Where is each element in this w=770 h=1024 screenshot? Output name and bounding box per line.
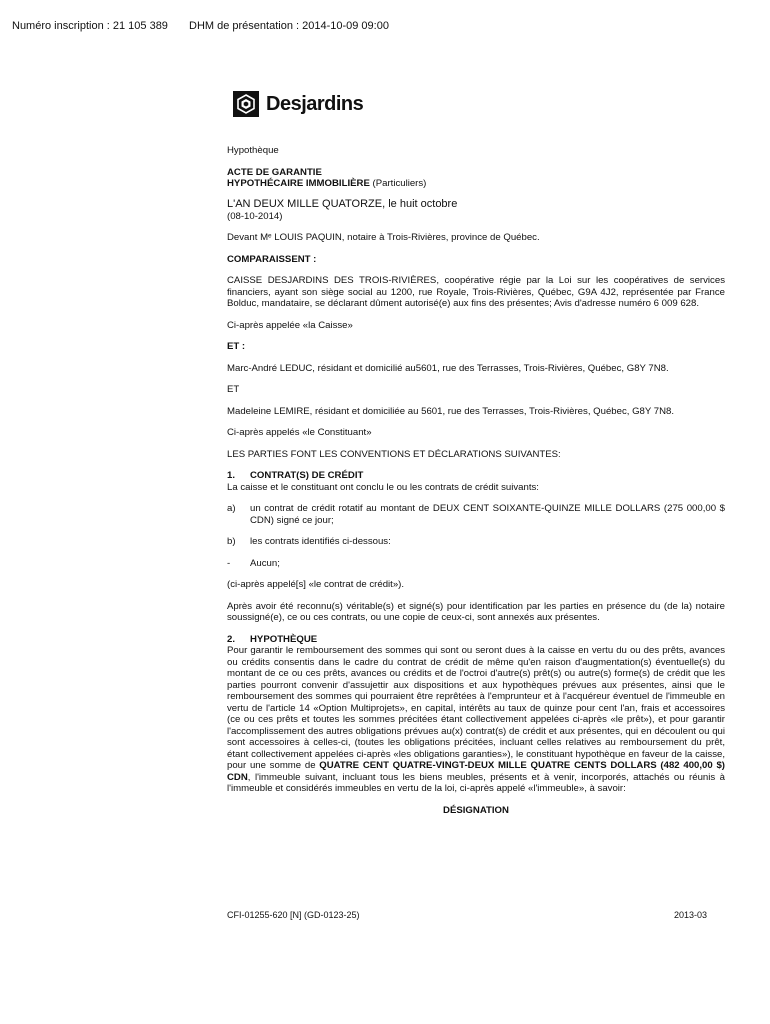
document-type: Hypothèque [227,145,279,156]
credit-item-a: a) un contrat de crédit rotatif au montant de DEUX CENT SOIXANTE-QUINZE MILLE DOLLARS (275 000,00 $ CDN) signé ce jour; [227,503,725,526]
form-version: 2013-03 [673,910,707,920]
inscription-number: Numéro inscription : 21 105 389 [12,20,168,32]
caisse-description: CAISSE DESJARDINS DES TROIS-RIVIÈRES, coopérative régie par la Loi sur les coopératives de services financiers, ayant son siège social au 1200, rue Royale, Trois-Rivières, Québec, G9A 4J2, représentée par France Bolduc, mandataire, se déclarant dûment autorisé(e) aux fins des présentes; Avis d'adresse numéro 6 009 628. [227,275,725,310]
form-code: CFI-01255-620 [N] (GD-0123-25) [227,910,360,920]
document-title: ACTE DE GARANTIE HYPOTHÉCAIRE IMMOBILIÈRE (Particuliers) [227,166,427,189]
et-separator: ET [227,384,240,396]
party-leduc: Marc-André LEDUC, résidant et domicilié au5601, rue des Terrasses, Trois-Rivières, Québec, G8Y 7N8. [227,362,669,374]
section-2-heading: 2. HYPOTHÈQUE [227,633,318,645]
deed-document [227,145,725,826]
section-2-body: Pour garantir le remboursement des sommes qui sont ou seront dues à la caisse en vertu du ou des prêts, avances ou crédits consentis dans le cadre du contrat de crédit de même qu'en raison d'augmentation(s) éventuelle(s) du montant de ce ou ces prêts, avances ou crédits et de l'octroi d'autre(s) prêt(s) ou autre(s) forme(s) de crédit que les parties pourront convenir d'assujettir aux dispositions et aux hypothèques prévues aux présentes, ainsi que le remboursement des sommes qui pourraient être reprêtées à l'emprunteur et à l'acquéreur éventuel de l'immeuble en vertu de l'article 14 «Option Multiprojets», en capital, intérêts au taux de quinze pour cent l'an, frais et accessoires (ce ou ces prêts et toutes les sommes précitées étant collectivement appelées ci-après «le prêt»), et pour garantir l'accomplissement des autres obligations prévues au(x) contrat(s) de crédit et aux présentes, qui en découlent ou qui sont accessoires à celles-ci, (toutes les obligations précitées, incluant celles relatives au remboursement du prêt, étant collectivement appelées ci-après «les obligations garanties»), le constituant hypothèque en faveur de la caisse, pour une somme de QUATRE CENT QUATRE-VINGT-DEUX MILLE QUATRE CENTS DOLLARS (482 400,00 $) CDN, l'immeuble suivant, incluant tous les biens meubles, présents et à venir, incorporés, attachés ou réunis à l'immeuble et considérés immeubles en vertu de la loi, ci-après appelé «l'immeuble», à savoir: [227,645,725,795]
deed-date: L'AN DEUX MILLE QUATORZE, le huit octobre (08-10-2014) [227,197,458,222]
et-heading: ET : [227,341,246,353]
section-1-heading: 1. CONTRAT(S) DE CRÉDIT [227,470,364,482]
credit-item-none: - Aucun; [227,557,280,569]
caisse-alias: Ci-après appelée «la Caisse» [227,319,353,331]
constituant-alias: Ci-après appelés «le Constituant» [227,427,372,439]
registration-header [12,20,389,32]
notary-line: Devant Mᵉ LOUIS PAQUIN, notaire à Trois-Rivières, province de Québec. [227,232,540,244]
presentation-datetime: DHM de présentation : 2014-10-09 09:00 [189,20,389,32]
parties-conventions: LES PARTIES FONT LES CONVENTIONS ET DÉCLARATIONS SUIVANTES: [227,448,561,460]
party-lemire: Madeleine LEMIRE, résidant et domiciliée au 5601, rue des Terrasses, Trois-Rivières, Québec, G8Y 7N8. [227,405,675,417]
desjardins-logo [233,91,363,117]
credit-item-b: b) les contrats identifiés ci-dessous: [227,536,391,548]
section-1-intro: La caisse et le constituant ont conclu le ou les contrats de crédit suivants: [227,481,539,493]
contracts-annexed: Après avoir été reconnu(s) véritable(s) et signé(s) pour identification par les parties en présence du (de la) notaire soussigné(e), ce ou ces contrats, ou une copie de ceux-ci, sont annexés aux présentes. [227,600,725,624]
comparaissent-heading: COMPARAISSENT : [227,253,317,265]
desjardins-hexagon-icon [233,91,259,117]
page-footer [227,910,707,920]
designation-heading: DÉSIGNATION [443,804,509,816]
logo-wordmark: Desjardins [266,92,364,115]
contrat-alias: (ci-après appelé[s] «le contrat de crédit»). [227,579,405,591]
